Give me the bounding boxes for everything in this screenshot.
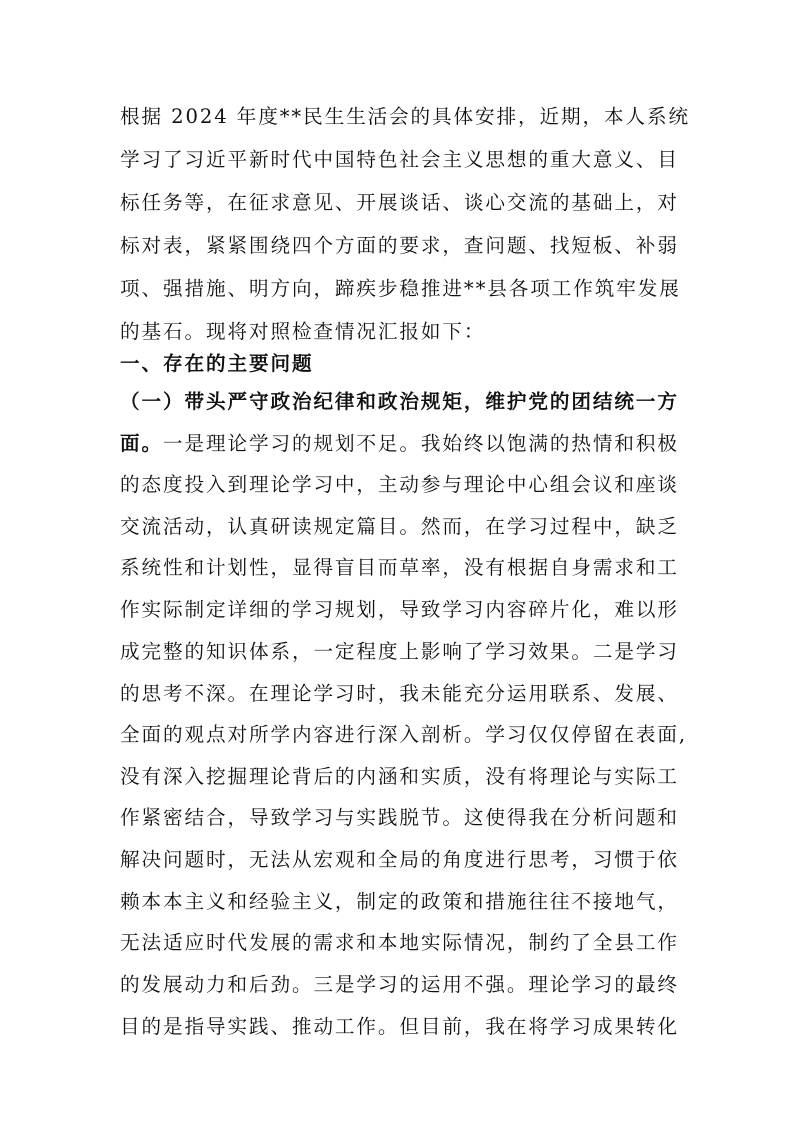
subsection-text-start: 一是理论学习的规划不足。我始终以饱满的热情和积极: [163, 432, 679, 455]
paragraph-line: 根据 2024 年度**民生生活会的具体安排，近期，本人系统: [120, 105, 690, 128]
subsection-heading-end: 面。: [120, 432, 163, 455]
paragraph-line: 全面的观点对所学内容进行深入剖析。学习仅仅停留在表面,: [120, 723, 687, 746]
paragraph-line: 的基石。现将对照检查情况汇报如下：: [120, 320, 486, 343]
paragraph-line: 标对表，紧紧围绕四个方面的要求，查问题、找短板、补弱: [120, 234, 679, 257]
paragraph-line: 交流活动，认真研读规定篇目。然而，在学习过程中，缺乏: [120, 515, 679, 538]
paragraph-line: 赖本本主义和经验主义，制定的政策和措施往往不接地气，: [120, 890, 679, 913]
paragraph-line: 作紧密结合，导致学习与实践脱节。这使得我在分析问题和: [120, 806, 679, 829]
paragraph-line: 解决问题时，无法从宏观和全局的角度进行思考，习惯于依: [120, 848, 679, 871]
paragraph-line: 的发展动力和后劲。三是学习的运用不强。理论学习的最终: [120, 973, 679, 996]
paragraph-line: 成完整的知识体系，一定程度上影响了学习效果。二是学习: [120, 640, 679, 663]
paragraph-line: 项、强措施、明方向，蹄疾步稳推进**县各项工作筑牢发展: [120, 277, 681, 300]
subsection-mixed-line: [120, 429, 679, 459]
paragraph-line: 的态度投入到理论学习中，主动参与理论中心组会议和座谈: [120, 473, 679, 496]
paragraph-line: 无法适应时代发展的需求和本地实际情况，制约了全县工作: [120, 931, 679, 954]
paragraph-line: 系统性和计划性，显得盲目而草率，没有根据自身需求和工: [120, 556, 679, 579]
paragraph-line: 作实际制定详细的学习规划，导致学习内容碎片化，难以形: [120, 598, 679, 621]
paragraph-line: 学习了习近平新时代中国特色社会主义思想的重大意义、目: [120, 148, 679, 171]
section-heading: 一、存在的主要问题: [120, 352, 314, 375]
subsection-heading-line: （一）带头严守政治纪律和政治规矩，维护党的团结统一方: [120, 390, 679, 413]
paragraph-line: 的思考不深。在理论学习时，我未能充分运用联系、发展、: [120, 682, 679, 705]
paragraph-line: 没有深入挖掘理论背后的内涵和实质，没有将理论与实际工: [120, 765, 679, 788]
paragraph-line: 目的是指导实践、推动工作。但目前，我在将学习成果转化: [120, 1015, 679, 1038]
paragraph-line: 标任务等，在征求意见、开展谈话、谈心交流的基础上，对: [120, 191, 679, 214]
